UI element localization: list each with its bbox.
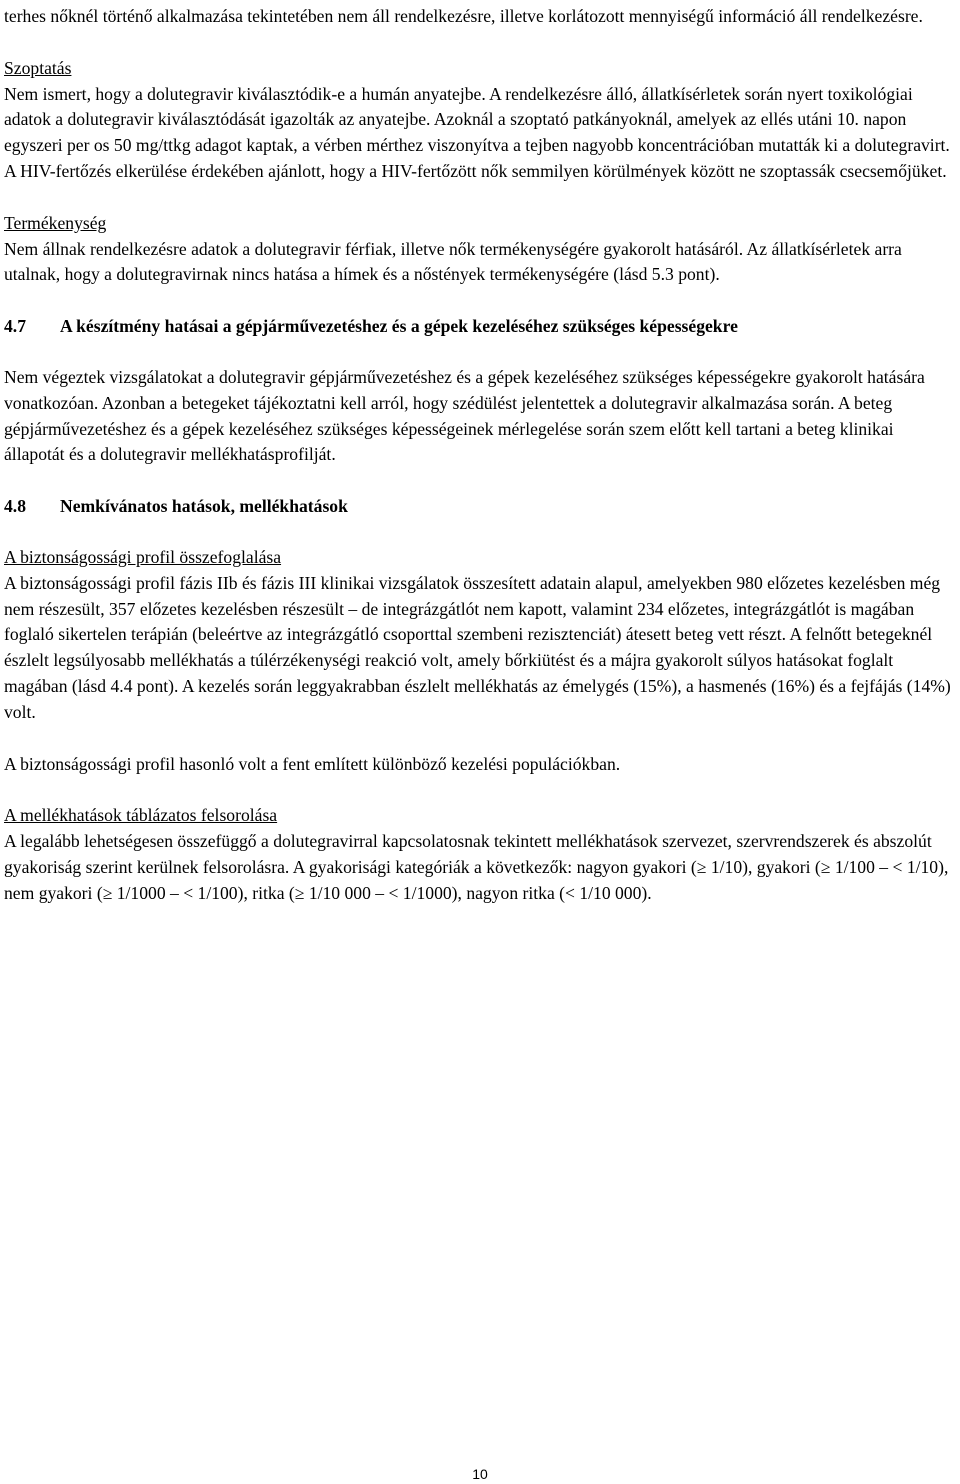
spacer bbox=[4, 185, 958, 211]
section-number: 4.8 bbox=[4, 496, 26, 517]
safety-summary-text: A biztonságossági profil fázis IIb és fázis III klinikai vizsgálatok összesített adatain alapul, amelyekben 980 előzetes kezelésben még nem részesült, 357 előzetes kezelésben részesült – de integrázgátlót nem kapott, valamint 234 előzetes, integrázgátlót is magában foglaló sikertelen terápián (beleértve az integrázgátló csoporttal szembeni rezisztenciát) átesett beteg vett részt. A felnőtt betegeknél észlelt legsúlyosabb mellékhatás a túlérzékenységi reakció volt, amely bőrkiütést és a májra gyakorolt súlyos hatásokat foglalt magában (lásd 4.4 pont). A kezelés során leggyakrabban észlelt mellékhatás az émelygés (15%), a hasmenés (16%) és a fejfájás (14%) volt. bbox=[4, 572, 951, 722]
section-4-7-heading bbox=[4, 314, 958, 340]
section-title: Nemkívánatos hatások, mellékhatások bbox=[60, 496, 348, 517]
document-page bbox=[4, 4, 958, 907]
spacer bbox=[4, 777, 958, 803]
spacer bbox=[4, 30, 958, 56]
spacer bbox=[4, 468, 958, 494]
section-number: 4.7 bbox=[4, 316, 26, 337]
page-number: 10 bbox=[472, 1466, 488, 1482]
intro-paragraph: terhes nőknél történő alkalmazása tekintetében nem áll rendelkezésre, illetve korlátozott mennyiségű információ áll rendelkezésre. bbox=[4, 6, 923, 26]
safety-summary-heading: A biztonságossági profil összefoglalása bbox=[4, 546, 282, 567]
section-4-7-text: Nem végeztek vizsgálatokat a dolutegravir gépjárművezetéshez és a gépek kezeléséhez szükséges képességekre gyakorolt hatására vonatkozóan. Azonban a betegeket tájékoztatni kell arról, hogy szédülést jelentettek a dolutegravir alkalmazása során. A beteg gépjárművezetéshez és a gépek kezeléséhez szükséges képességeinek mérlegelése során szem előtt kell tartani a beteg klinikai állapotát és a dolutegravir mellékhatásprofilját. bbox=[4, 366, 925, 465]
tabulated-heading: A mellékhatások táblázatos felsorolása bbox=[4, 805, 278, 826]
section-title: A készítmény hatásai a gépjárművezetéshez és a gépek kezeléséhez szükséges képességekre bbox=[60, 316, 738, 337]
safety-profile-similar: A biztonságossági profil hasonló volt a fent említett különböző kezelési populációkban. bbox=[4, 753, 621, 774]
spacer bbox=[4, 726, 958, 752]
section-4-8-heading bbox=[4, 494, 958, 520]
tabulated-text: A legalább lehetségesen összefüggő a dolutegravirral kapcsolatosnak tekintett mellékhatások szervezet, szervrendszerek és abszolút gyakoriság szerint kerülnek felsorolásra. A gyakorisági kategóriák a következők: nagyon gyakori (≥ 1/10), gyakori (≥ 1/100 – < 1/10), nem gyakori (≥ 1/1000 – < 1/100), ritka (≥ 1/10 000 – < 1/1000), nagyon ritka (< 1/10 000). bbox=[4, 831, 949, 903]
fertility-heading: Termékenység bbox=[4, 212, 107, 233]
fertility-text: Nem állnak rendelkezésre adatok a dolutegravir férfiak, illetve nők termékenységére gyakorolt hatásáról. Az állatkísérletek arra utalnak, hogy a dolutegravirnak nincs hatása a hímek és a nőstények termékenységére (lásd 5.3 pont). bbox=[4, 238, 902, 285]
breastfeeding-heading: Szoptatás bbox=[4, 57, 72, 78]
breastfeeding-text: Nem ismert, hogy a dolutegravir kiválasztódik-e a humán anyatejbe. A rendelkezésre álló, állatkísérletek során nyert toxikológiai adatok a dolutegravir kiválasztódását igazolták az anyatejbe. Azoknál a szoptató patkányoknál, amelyek az ellés utáni 10. napon egyszeri per os 50 mg/ttkg adagot kaptak, a vérben mérthez viszonyítva a tejben nagyobb koncentrációban mutatták ki a dolutegravirt. A HIV-fertőzés elkerülése érdekében ajánlott, hogy a HIV-fertőzött nők semmilyen körülmények között ne szoptassák csecsemőjüket. bbox=[4, 83, 950, 181]
spacer bbox=[4, 520, 958, 545]
spacer bbox=[4, 288, 958, 314]
spacer bbox=[4, 340, 958, 365]
